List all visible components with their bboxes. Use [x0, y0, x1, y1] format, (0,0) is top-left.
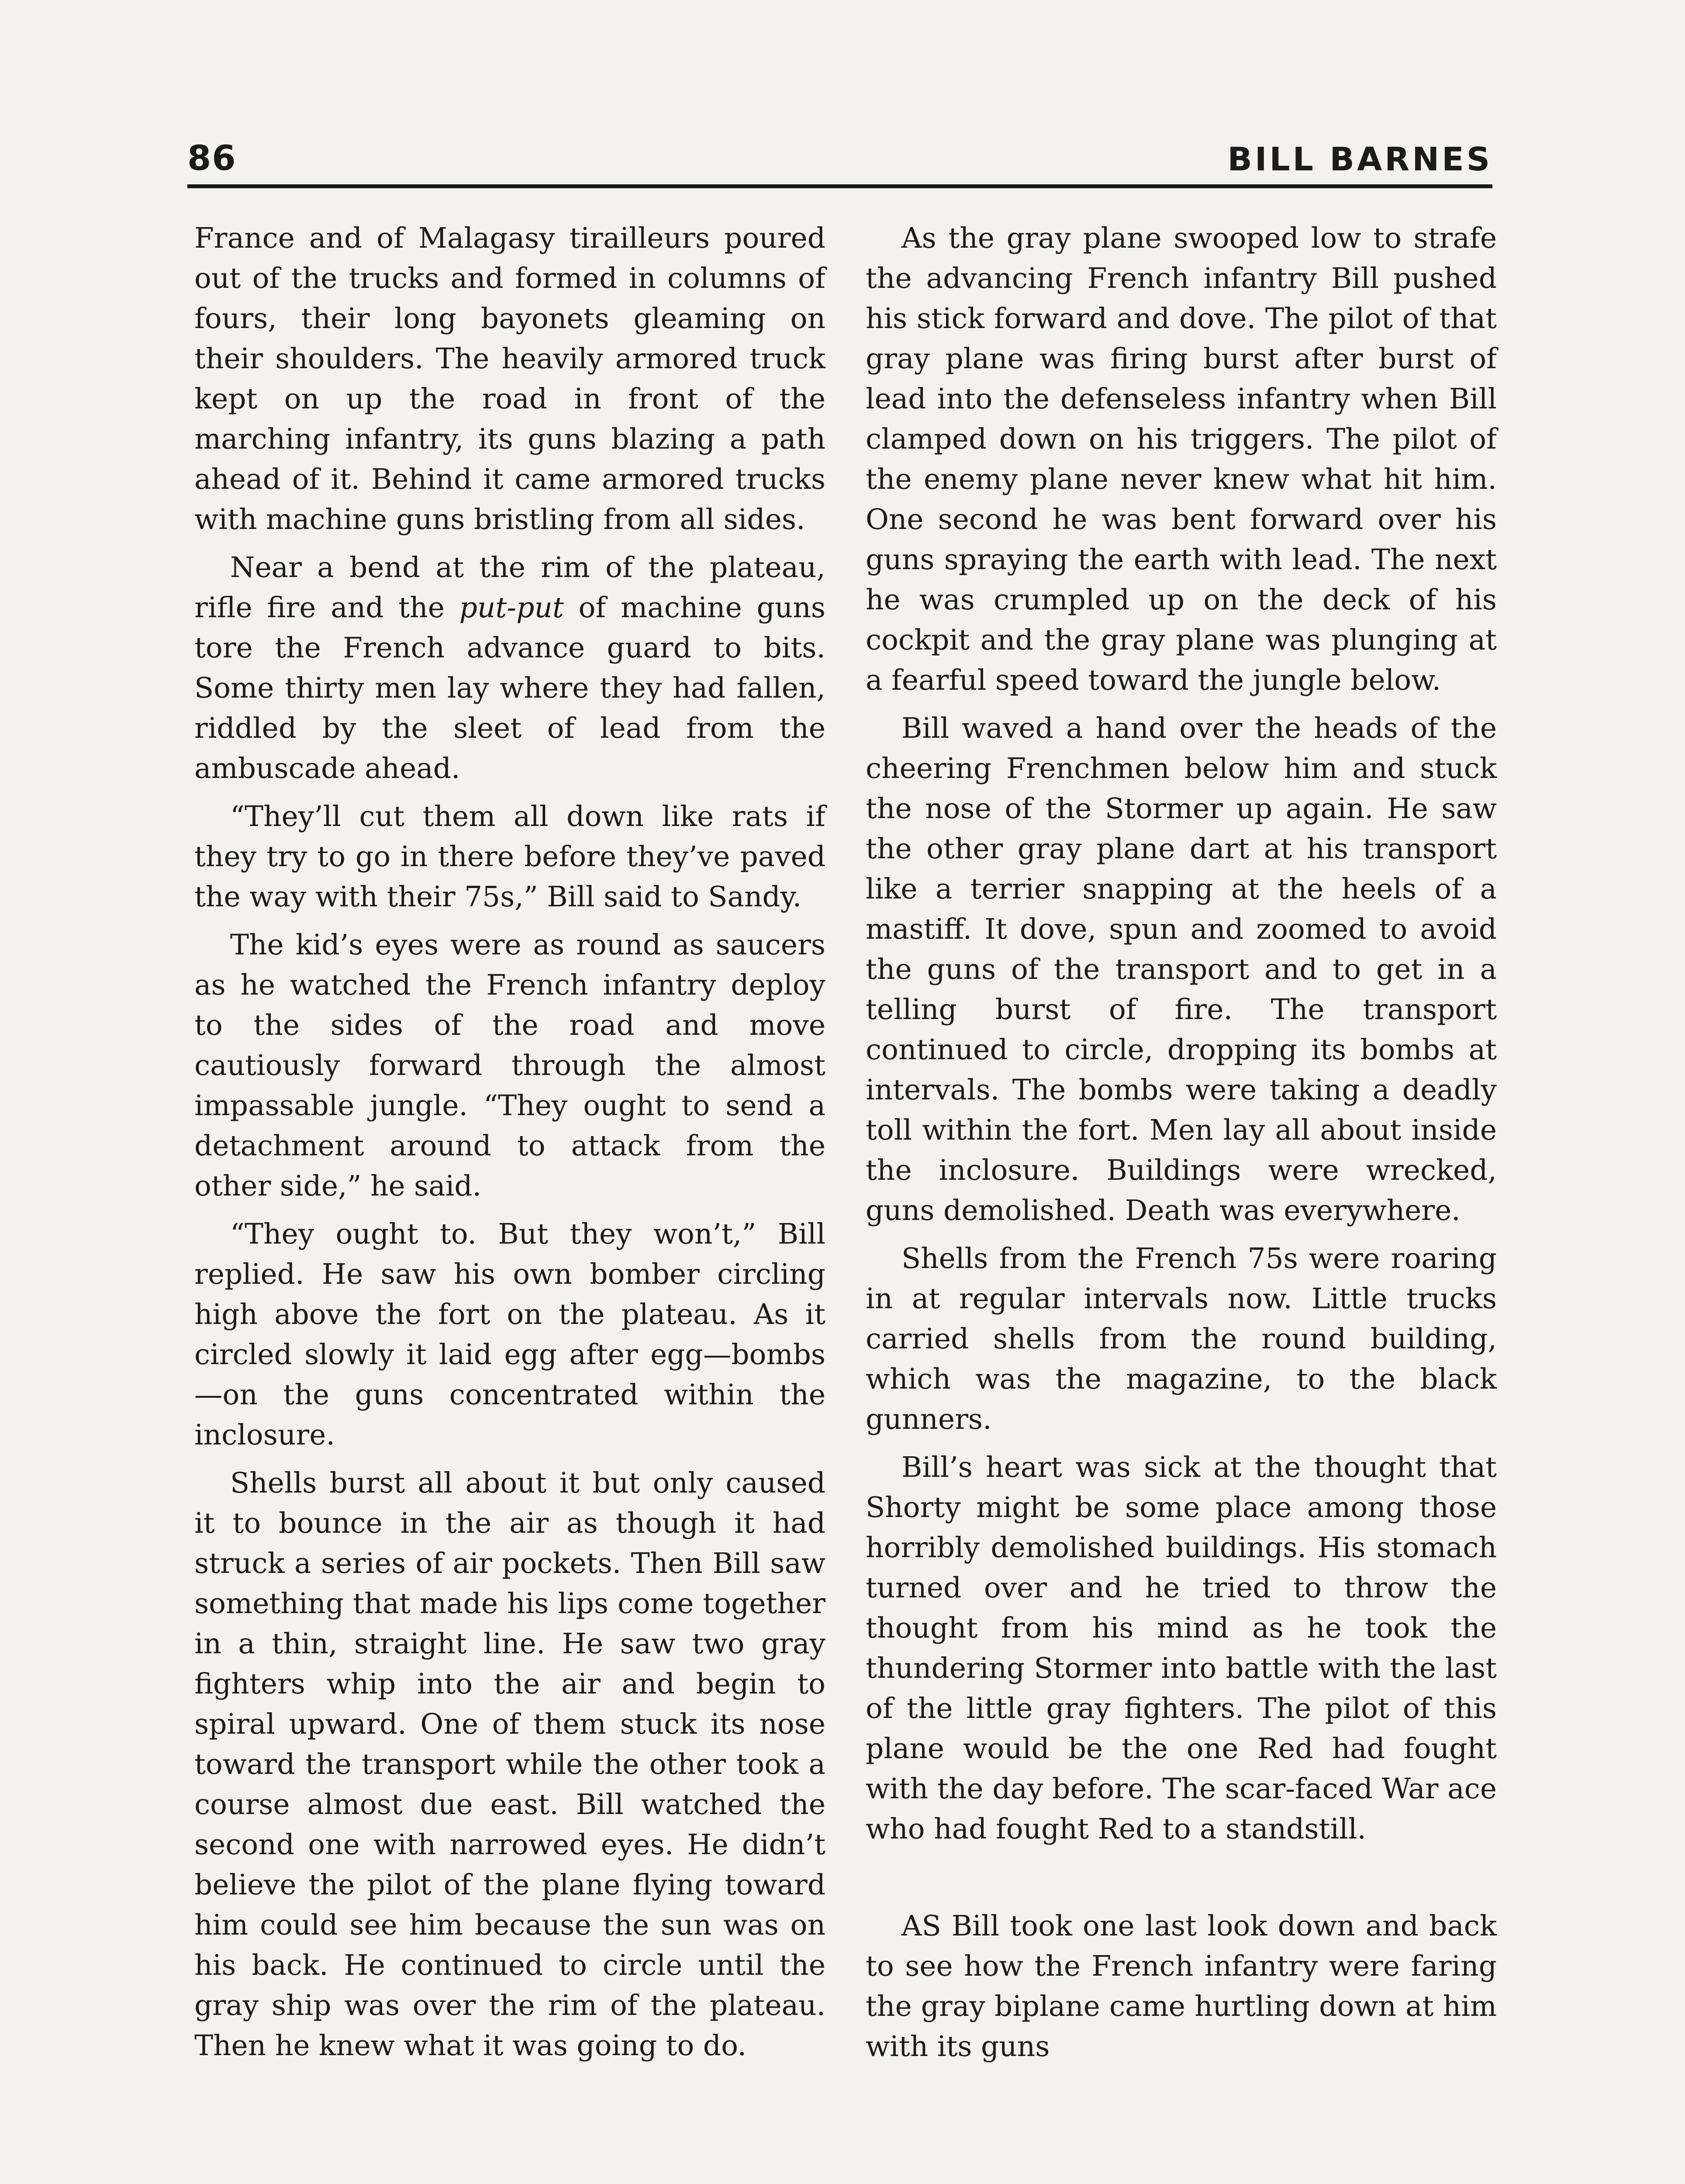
header-rule: [187, 184, 1492, 188]
paragraph: “They ought to. But they won’t,” Bill replied. He saw his own bomber circling high above the fort on the plateau. As it circled slowly it laid egg after egg—bombs—on the guns concentrated within the inclosure.: [194, 1218, 825, 1451]
paragraph: Shells burst all about it but only caused it to bounce in the air as though it had struck a series of air pockets. Then Bill saw something that made his lips come together in a thin, straight line. He saw two gray fighters whip into the air and begin to spiral upward. One of them stuck its nose toward the transport while the other took a course almost due east. Bill watched the second one with narrowed eyes. He didn’t believe the pilot of the plane flying toward him could see him because the sun was on his back. He continued to circle until the gray ship was over the rim of the plateau. Then he knew what it was going to do.: [194, 1467, 825, 2062]
page-header: [187, 139, 1492, 183]
paragraph: Bill waved a hand over the heads of the cheering Frenchmen below him and stuck the nose of the Stormer up again. He saw the other gray plane dart at his transport like a terrier snapping at the heels of a mastiff. It dove, spun and zoomed to avoid the guns of the transport and to get in a telling burst of fire. The transport continued to circle, dropping its bombs at intervals. The bombs were taking a deadly toll within the fort. Men lay all about inside the inclosure. Buildings were wrecked, guns demolished. Death was everywhere.: [866, 712, 1497, 1227]
paragraph: The kid’s eyes were as round as saucers as he watched the French infantry deploy to the sides of the road and move cautiously forward through the almost impassable jungle. “They ought to send a detachment around to attack from the other side,” he said.: [194, 929, 825, 1203]
running-head: BILL BARNES: [1227, 141, 1492, 178]
paragraph: “They’ll cut them all down like rats if they try to go in there before they’ve paved the way with their 75s,” Bill said to Sandy.: [194, 800, 825, 913]
paragraph: France and of Malagasy tirailleurs poured out of the trucks and formed in columns of fours, their long bayonets gleaming on their shoulders. The heavily armored truck kept on up the road in front of the marching infantry, its guns blazing a path ahead of it. Behind it came armored trucks with machine guns bristling from all sides.: [194, 222, 825, 536]
left-column: [194, 218, 825, 2074]
paragraph: Bill’s heart was sick at the thought that Shorty might be some place among those horribly demolished buildings. His stomach turned over and he tried to throw the thought from his mind as he took the thundering Stormer into battle with the last of the little gray fighters. The pilot of this plane would be the one Red had fought with the day before. The scar-faced War ace who had fought Red to a standstill.: [866, 1451, 1497, 1845]
paragraph: Near a bend at the rim of the plateau, rifle fire and the put-put of machine guns tore the French advance guard to bits. Some thirty men lay where they had fallen, riddled by the sleet of lead from the ambuscade ahead.: [194, 551, 825, 785]
paragraph: As the gray plane swooped low to strafe the advancing French infantry Bill pushed his stick forward and dove. The pilot of that gray plane was firing burst after burst of lead into the defenseless infantry when Bill clamped down on his triggers. The pilot of the enemy plane never knew what hit him. One second he was bent forward over his guns spraying the earth with lead. The next he was crumpled up on the deck of his cockpit and the gray plane was plunging at a fearful speed toward the jungle below.: [866, 222, 1497, 697]
italic-phrase: put-put: [459, 591, 564, 624]
page-number: 86: [187, 139, 237, 178]
right-column: [866, 218, 1497, 2075]
paragraph: AS Bill took one last look down and back to see how the French infantry were faring the gray biplane came hurtling down at him with its guns: [866, 1910, 1497, 2063]
section-break: [866, 1857, 1497, 1906]
paragraph: Shells from the French 75s were roaring in at regular intervals now. Little trucks carried shells from the round building, which was the magazine, to the black gunners.: [866, 1242, 1497, 1436]
